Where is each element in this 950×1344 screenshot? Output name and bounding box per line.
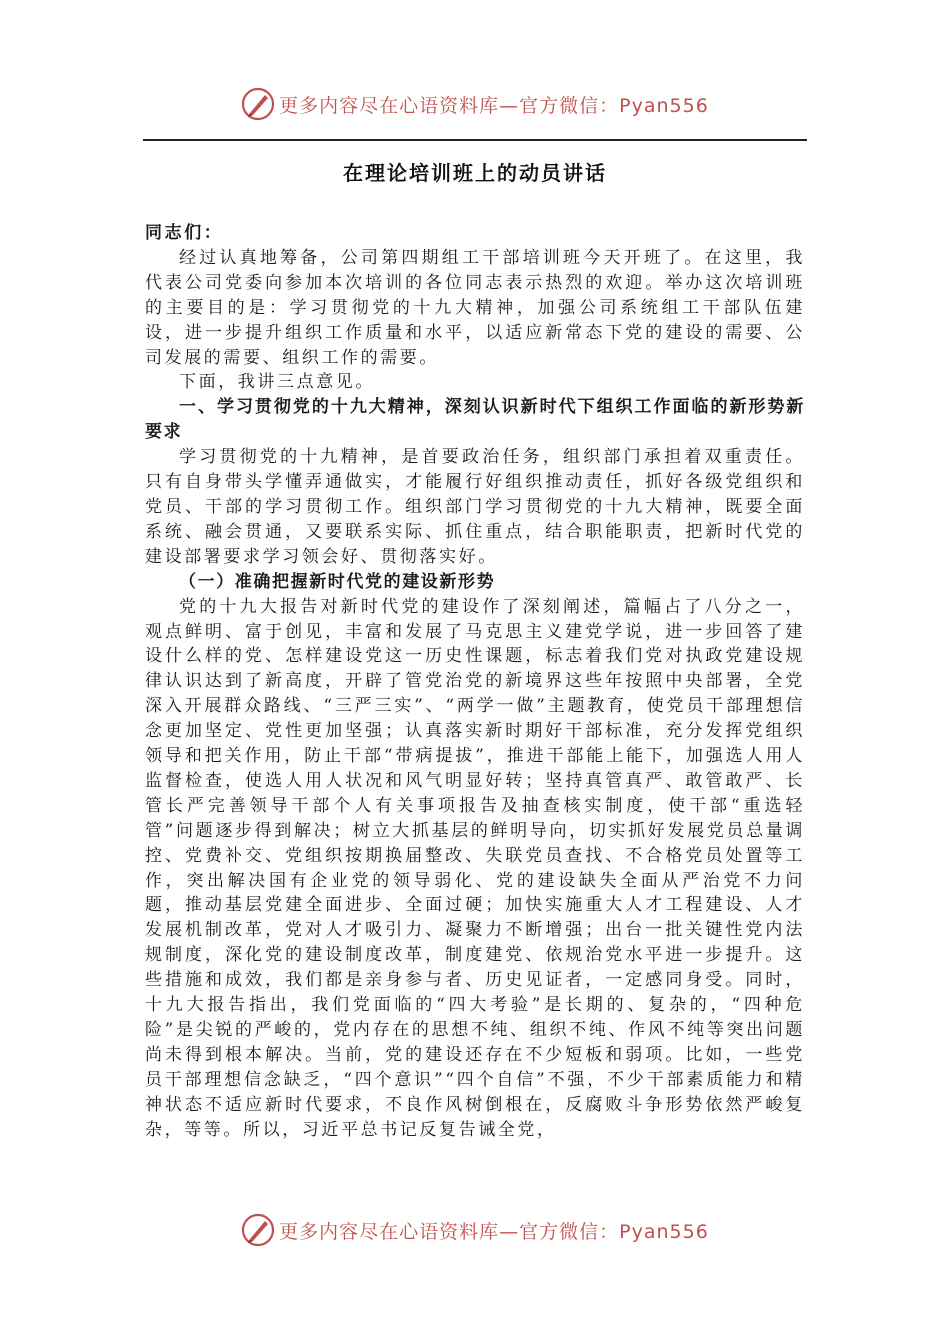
paragraph: 经过认真地筹备，公司第四期组工干部培训班今天开班了。在这里，我代表公司党委向参加本次培训的各位同志表示热烈的欢迎。举办这次培训班的主要目的是：学习贯彻党的十九大精神，加强公司系统组工干部队伍建设，进一步提升组织工作质量和水平，以适应新常态下党的建设的需要、公司发展的需要、组织工作的需要。 xyxy=(145,247,805,368)
section-heading: 一、学习贯彻党的十九大精神，深刻认识新时代下组织工作面临的新形势新要求 xyxy=(145,397,805,443)
pen-logo-icon xyxy=(241,87,275,121)
paragraph: 党的十九大报告对新时代党的建设作了深刻阐述，篇幅占了八分之一，观点鲜明、富于创见，丰富和发展了马克思主义建党学说，进一步回答了建设什么样的党、怎样建设党这一历史性课题，标志着我们党对执政党建设规律认识达到了新高度，开辟了管党治党的新境界这些年按照中央部署，全党深入开展群众路线、“三严三实”、“两学一做”主题教育，使党员干部理想信念更加坚定、党性更加坚强；认真落实新时期好干部标准，充分发挥党组织领导和把关作用，防止干部“带病提拔”，推进干部能上能下，加强选人用人监督检查，使选人用人状况和风气明显好转；坚持真管真严、敢管敢严、长管长严完善领导干部个人有关事项报告及抽查核实制度，使干部“重选轻管”问题逐步得到解决；树立大抓基层的鲜明导向，切实抓好发展党员总量调控、党费补交、党组织按期换届整改、失联党员查找、不合格党员处置等工作，突出解决国有企业党的领导弱化、党的建设缺失全面从严治党不力问题，推动基层党建全面进步、全面过硬；加快实施重大人才工程建设、人才发展机制改革，党对人才吸引力、凝聚力不断增强；出台一批关键性党内法规制度，深化党的建设制度改革，制度建党、依规治党水平进一步提升。这些措施和成效，我们都是亲身参与者、历史见证者，一定感同身受。同时，十九大报告指出，我们党面临的“四大考验”是长期的、复杂的，“四种危险”是尖锐的严峻的，党内存在的思想不纯、组织不纯、作风不纯等突出问题尚未得到根本解决。当前，党的建设还存在不少短板和弱项。比如，一些党员干部理想信念缺乏，“四个意识”“四个自信”不强，不少干部素质能力和精神状态不适应新时代要求，不良作风树倒根在，反腐败斗争形势依然严峻复杂，等等。所以，习近平总书记反复告诫全党， xyxy=(145,596,805,1140)
watermark-banner-top xyxy=(0,84,950,124)
watermark-banner-bottom xyxy=(0,1210,950,1250)
document-title: 在理论培训班上的动员讲话 xyxy=(343,161,607,185)
document-body xyxy=(145,221,805,1143)
watermark-text: 更多内容尽在心语资料库—官方微信：Pyan556 xyxy=(279,1220,709,1243)
paragraph: 学习贯彻党的十九精神，是首要政治任务，组织部门承担着双重责任。只有自身带头学懂弄通做实，才能履行好组织推动责任，抓好各级党组织和党员、干部的学习贯彻工作。组织部门学习贯彻党的十九大精神，既要全面系统、融会贯通，又要联系实际、抓住重点，结合职能职责，把新时代党的建设部署要求学习领会好、贯彻落实好。 xyxy=(145,447,805,567)
header-divider xyxy=(143,139,807,141)
watermark-text: 更多内容尽在心语资料库—官方微信：Pyan556 xyxy=(279,94,709,117)
salutation: 同志们： xyxy=(145,223,224,243)
pen-logo-icon xyxy=(241,1213,275,1247)
subsection-heading: （一）准确把握新时代党的建设新形势 xyxy=(179,571,496,592)
paragraph: 下面，我讲三点意见。 xyxy=(179,372,375,393)
